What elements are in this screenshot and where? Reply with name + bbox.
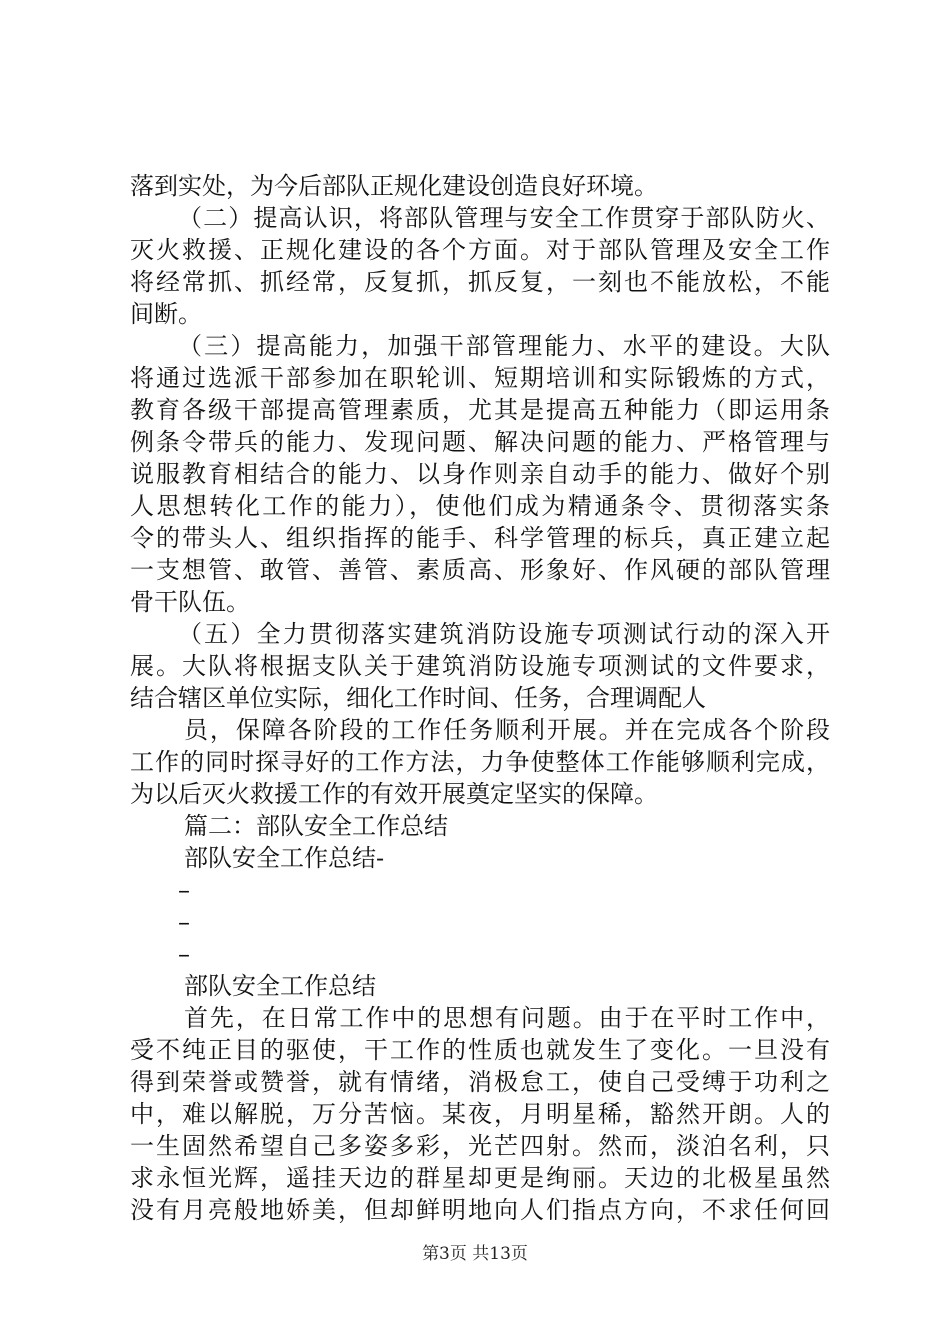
text-line: 求永恒光辉，遥挂天边的群星却更是绚丽。天边的北极星虽然: [130, 1164, 830, 1192]
text-line: 说服教育相结合的能力、以身作则亲自动手的能力、做好个别: [130, 460, 830, 488]
text-line: 教育各级干部提高管理素质，尤其是提高五种能力（即运用条: [130, 396, 830, 424]
text-line: 受不纯正目的驱使，干工作的性质也就发生了变化。一旦没有: [130, 1036, 830, 1064]
text-line: 例条令带兵的能力、发现问题、解决问题的能力、严格管理与: [130, 428, 830, 456]
document-body: [130, 170, 830, 1226]
text-line: 没有月亮般地娇美，但却鲜明地向人们指点方向，不求任何回: [130, 1196, 830, 1224]
text-line: 展。大队将根据支队关于建筑消防设施专项测试的文件要求，: [130, 652, 830, 680]
text-line: 为以后灭火救援工作的有效开展奠定坚实的保障。: [130, 780, 658, 808]
text-line: 首先，在日常工作中的思想有问题。由于在平时工作中，: [184, 1004, 830, 1032]
section-title: 部队安全工作总结-: [184, 844, 385, 872]
text-line: 人思想转化工作的能力），使他们成为精通条令、贯彻落实条: [130, 492, 830, 520]
text-line: 灭火救援、正规化建设的各个方面。对于部队管理及安全工作: [130, 236, 830, 264]
text-line: （三）提高能力，加强干部管理能力、水平的建设。大队: [178, 332, 830, 360]
text-line: 落到实处，为今后部队正规化建设创造良好环境。: [130, 172, 658, 200]
text-line: 结合辖区单位实际，细化工作时间、任务，合理调配人: [130, 684, 706, 712]
text-line: （五）全力贯彻落实建筑消防设施专项测试行动的深入开: [178, 620, 830, 648]
text-line: 间断。: [130, 300, 202, 328]
text-line: （二）提高认识，将部队管理与安全工作贯穿于部队防火、: [178, 204, 830, 232]
text-line: 中，难以解脱，万分苦恼。某夜，月明星稀，豁然开朗。人的: [130, 1100, 830, 1128]
text-line: 令的带头人、组织指挥的能手、科学管理的标兵，真正建立起: [130, 524, 830, 552]
text-line: 得到荣誉或赞誉，就有情绪，消极怠工，使自己受缚于功利之: [130, 1068, 830, 1096]
dash-line: –: [178, 908, 190, 936]
text-line: 将经常抓、抓经常，反复抓，抓反复，一刻也不能放松，不能: [130, 268, 830, 296]
text-line: 工作的同时探寻好的工作方法，力争使整体工作能够顺利完成，: [130, 748, 830, 776]
section-title: 部队安全工作总结: [184, 972, 376, 1000]
text-line: 一支想管、敢管、善管、素质高、形象好、作风硬的部队管理: [130, 556, 830, 584]
text-line: 骨干队伍。: [130, 588, 250, 616]
dash-line: –: [178, 876, 190, 904]
text-line: 员，保障各阶段的工作任务顺利开展。并在完成各个阶段: [184, 716, 830, 744]
section-heading: 篇二：部队安全工作总结: [184, 812, 448, 840]
page-number-footer: 第3页 共13页: [422, 1244, 528, 1264]
dash-line: –: [178, 940, 190, 968]
text-line: 一生固然希望自己多姿多彩，光芒四射。然而，淡泊名利，只: [130, 1132, 830, 1160]
text-line: 将通过选派干部参加在职轮训、短期培训和实际锻炼的方式，: [130, 364, 830, 392]
